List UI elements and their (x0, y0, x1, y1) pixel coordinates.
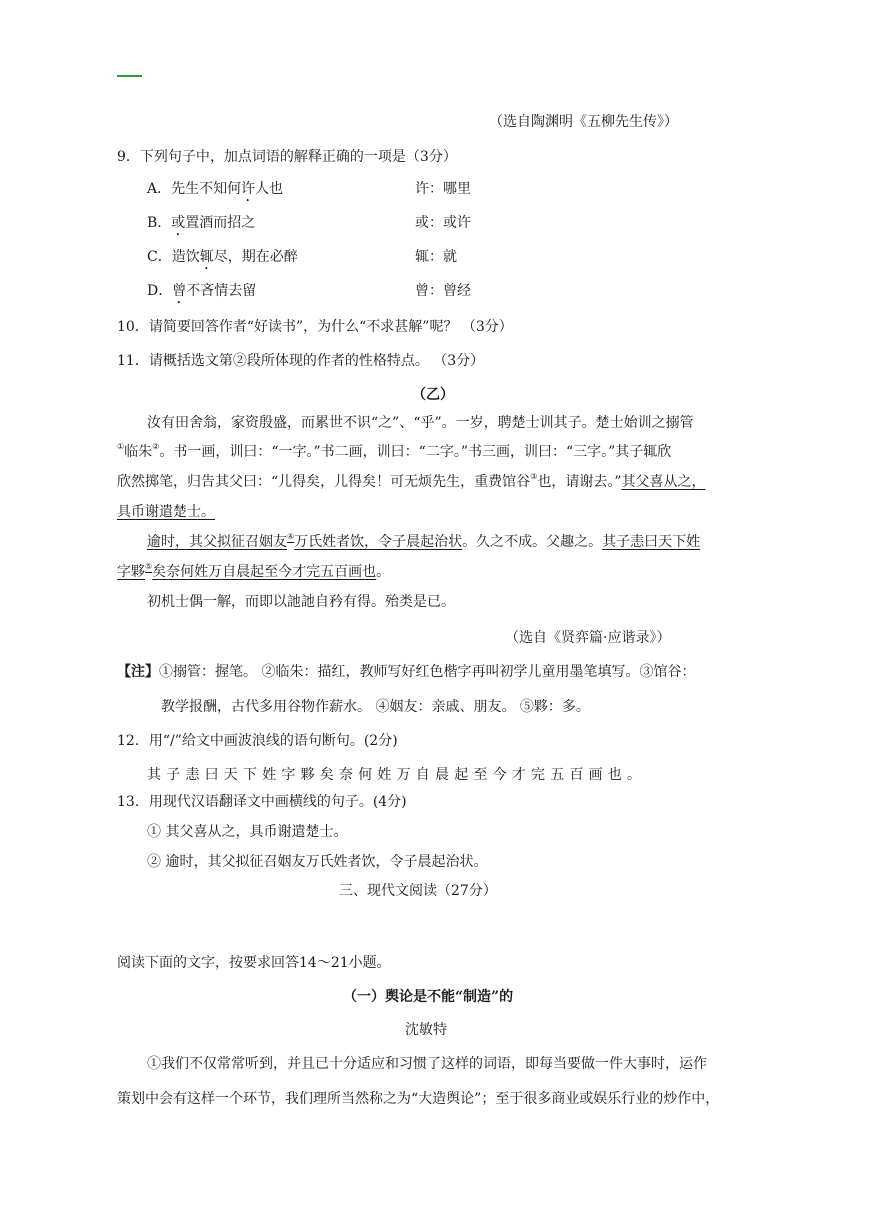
q9-option-b: B．或置酒而招之 (147, 215, 256, 231)
yi-para1-line3: 欣然掷笔，归告其父曰：“儿得矣，儿得矣！可无烦先生，重费馆谷③也，请谢去。”其父喜从之， (117, 472, 706, 490)
wavy-sentence-a: 其子恚曰天下姓 (602, 534, 701, 550)
question-12-stem: 12．用“/”给文中画波浪线的语句断句。(2分) (117, 733, 398, 749)
q9-option-c: C．造饮辄尽，期在必醉 (147, 249, 298, 265)
question-13-sentence-1: ① 其父喜从之，具币谢遣楚士。 (147, 824, 348, 840)
underlined-sentence-2: 逾时，其父拟征召姻友 (147, 534, 287, 550)
q9-option-d: D．曾不吝情去留 (147, 283, 257, 299)
yi-para2-line1: 逾时，其父拟征召姻友④万氏姓者饮，令子晨起治状。久之不成。父趣之。其子恚曰天下姓 (147, 532, 701, 550)
wavy-sentence-b1: 字夥 (117, 564, 145, 580)
q9-option-a: A．先生不知何许人也 (147, 181, 284, 197)
q9-option-c-gloss: 辄：就 (415, 249, 457, 265)
question-9-stem: 9．下列句子中，加点词语的解释正确的一项是（3分） (117, 149, 457, 165)
q9-option-b-gloss: 或：或许 (415, 215, 471, 231)
q9-option-a-gloss: 许：哪里 (415, 181, 471, 197)
question-13-sentence-2: ② 逾时，其父拟征召姻友万氏姓者饮，令子晨起治状。 (147, 854, 488, 870)
q9-option-d-gloss: 曾：曾经 (415, 283, 471, 299)
yi-para1-line1: 汝有田舍翁，家资殷盛，而累世不识“之”、“乎”。一岁，聘楚士训其子。楚士始训之搦管 (147, 415, 694, 431)
yi-para3: 初机士偶一解，而即以訑訑自矜有得。殆类是已。 (147, 594, 455, 610)
yi-para2-line2: 字夥⑤矣奈何姓万自晨起至今才完五百画也。 (117, 562, 391, 580)
yi-para1-line2: ①临朱②。书一画，训曰：“一字。”书二画，训曰：“二字。”书三画，训曰：“三字。”其子辄欣 (117, 442, 672, 460)
dotted-char: 许 (241, 181, 256, 197)
dotted-char: 或 (171, 215, 186, 231)
article-title: （一）舆论是不能“制造”的 (343, 989, 514, 1005)
notes-line2: 教学报酬，古代多用谷物作薪水。 ④姻友：亲戚、朋友。 ⑤夥：多。 (161, 699, 590, 715)
question-12-text: 其子恚曰天下姓字夥矣奈何姓万自晨起至今才完五百画也。 (147, 767, 647, 783)
section-3-heading: 三、现代文阅读（27分） (339, 883, 497, 899)
underlined-sentence-1b: 具币谢遣楚士。 (117, 504, 215, 520)
source-wuliu: （选自陶渊明《五柳先生传》） (489, 114, 678, 130)
article-para1-line1: ①我们不仅常常听到，并且已十分适应和习惯了这样的词语，即每当要做一件大事时，运作 (147, 1056, 707, 1072)
question-11: 11．请概括选文第②段所体现的作者的性格特点。 （3分） (117, 353, 485, 369)
green-header-mark (117, 75, 142, 77)
section-yi-heading: （乙） (412, 387, 454, 403)
underlined-sentence-1a: 其父喜从之， (621, 474, 706, 490)
dotted-char: 曾 (172, 283, 187, 299)
question-10: 10．请简要回答作者“好读书”，为什么“不求甚解”呢？ （3分） (117, 319, 513, 335)
reading-instruction: 阅读下面的文字，按要求回答14～21小题。 (117, 955, 391, 971)
source-yingxielu: （选自《贤弈篇·应谐录》） (505, 630, 671, 646)
notes-line1: 【注】①搦管：握笔。 ②临朱：描红，教师写好红色楷字再叫初学儿童用墨笔填写。③馆谷： (117, 664, 696, 680)
wavy-sentence-b2: 矣奈何姓万自晨起至今才完五百画也 (152, 564, 377, 580)
question-13-stem: 13．用现代汉语翻译文中画横线的句子。(4分) (117, 794, 407, 810)
dotted-char: 辄 (199, 249, 214, 265)
article-para1-line2: 策划中会有这样一个环节，我们理所当然称之为“大造舆论”；至于很多商业或娱乐行业的炒作中， (117, 1091, 720, 1107)
article-author: 沈敏特 (405, 1022, 447, 1038)
